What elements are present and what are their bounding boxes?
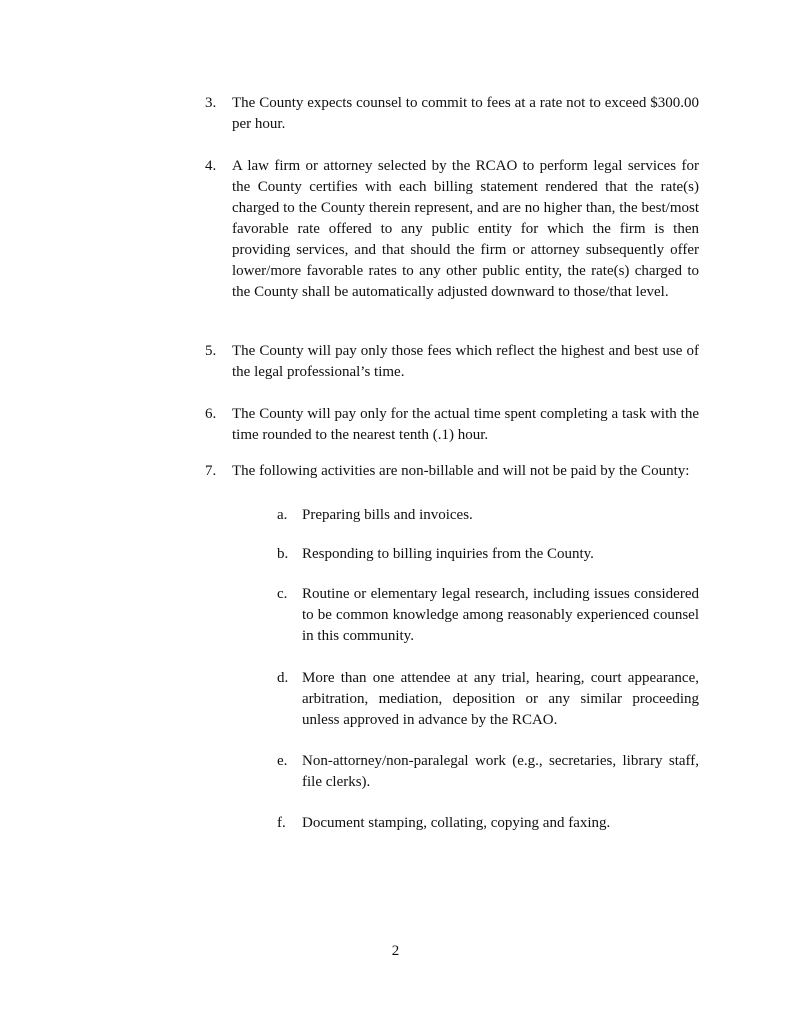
sub-item-letter: d. — [277, 670, 289, 686]
sub-item-b — [277, 544, 699, 565]
item-number: 3. — [205, 95, 217, 111]
sub-item-text: Non-attorney/non-paralegal work (e.g., secretaries, library staff, file clerks). — [302, 753, 699, 790]
sub-item-text: More than one attendee at any trial, hearing, court appearance, arbitration, mediation, deposition or any similar proceeding unless approved in advance by the RCAO. — [302, 670, 699, 728]
sub-item-letter: f. — [277, 815, 286, 831]
sub-item-a — [277, 505, 699, 526]
sub-item-text: Responding to billing inquiries from the County. — [302, 546, 594, 562]
list-item-6 — [205, 404, 699, 446]
item-text: The County expects counsel to commit to fees at a rate not to exceed $300.00 per hour. — [232, 95, 699, 132]
item-number: 5. — [205, 343, 217, 359]
sub-item-d — [277, 668, 699, 731]
item-text: The County will pay only for the actual time spent completing a task with the time rounded to the nearest tenth (.1) hour. — [232, 406, 699, 443]
item-number: 7. — [205, 463, 217, 479]
item-text: A law firm or attorney selected by the RCAO to perform legal services for the County certifies with each billing statement rendered that the rate(s) charged to the County therein represent, and are no higher than, the best/most favorable rate offered to any public entity for which the firm is then providing services, and that should the firm or attorney subsequently offer lower/more favorable rates to any other public entity, the rate(s) charged to the County shall be automatically adjusted downward to those/that level. — [232, 158, 699, 300]
item-number: 6. — [205, 406, 217, 422]
sub-item-e — [277, 751, 699, 793]
sub-item-c — [277, 584, 699, 647]
list-item-4 — [205, 156, 699, 303]
sub-item-text: Document stamping, collating, copying and faxing. — [302, 815, 611, 831]
page-number: 2 — [391, 943, 400, 959]
sub-item-letter: e. — [277, 753, 288, 769]
sub-item-letter: c. — [277, 586, 288, 602]
sub-item-letter: b. — [277, 546, 289, 562]
item-number: 4. — [205, 158, 217, 174]
list-item-3 — [205, 93, 699, 135]
sub-item-f — [277, 813, 699, 834]
sub-item-text: Preparing bills and invoices. — [302, 507, 473, 523]
item-text: The following activities are non-billable and will not be paid by the County: — [232, 463, 690, 479]
sub-item-text: Routine or elementary legal research, including issues considered to be common knowledge among reasonably experienced counsel in this community. — [302, 586, 699, 644]
list-item-7 — [205, 461, 699, 482]
sub-item-letter: a. — [277, 507, 288, 523]
list-item-5 — [205, 341, 699, 383]
item-text: The County will pay only those fees which reflect the highest and best use of the legal professional’s time. — [232, 343, 699, 380]
